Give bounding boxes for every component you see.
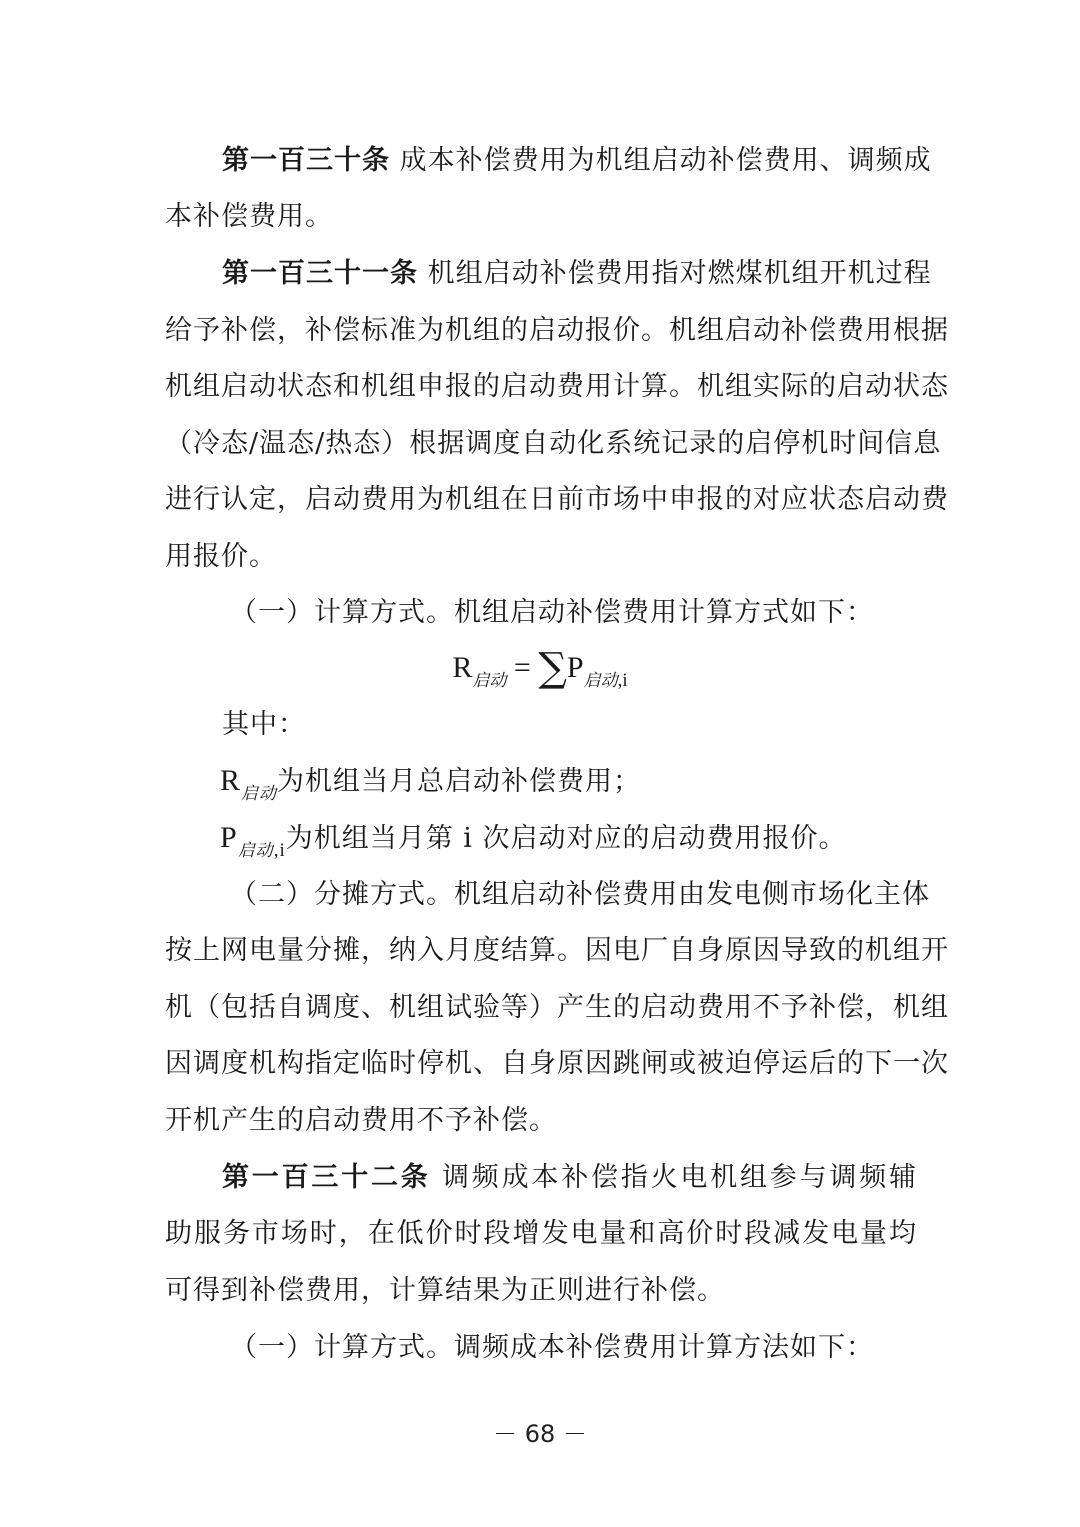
definition-p-text: 为机组当月第 i 次启动对应的启动费用报价。 — [285, 823, 847, 854]
article-131-line-4: （冷态/温态/热态）根据调度自动化系统记录的启停机时间信息 — [165, 428, 942, 459]
allocation-line-4: 因调度机构指定临时停机、自身原因跳闸或被迫停运后的下一次 — [165, 1048, 949, 1079]
definition-p-index: ,i — [273, 840, 286, 861]
article-131-line-2: 给予补偿，补偿标准为机组的启动报价。机组启动补偿费用根据 — [165, 315, 949, 346]
article-132-line-3: 可得到补偿费用，计算结果为正则进行补偿。 — [165, 1275, 725, 1306]
definition-p-subscript: 启动 — [237, 841, 274, 861]
article-132-heading: 第一百三十二条 — [222, 1162, 431, 1193]
article-132-line-2: 助服务市场时，在低价时段增发电量和高价时段减发电量均 — [165, 1218, 917, 1249]
formula-sum-symbol: ∑ — [538, 645, 567, 691]
definition-p — [220, 818, 920, 861]
article-131-line-5: 进行认定，启动费用为机组在日前市场中申报的对应状态启动费 — [165, 484, 949, 515]
page-number: － 68 － — [493, 1420, 587, 1448]
allocation-line-5: 开机产生的启动费用不予补偿。 — [165, 1105, 557, 1136]
article-130-line-2: 本补偿费用。 — [165, 201, 333, 232]
definition-r — [220, 761, 920, 804]
definition-r-symbol: R — [220, 764, 242, 797]
article-131-text-1: 机组启动补偿费用指对燃煤机组开机过程 — [427, 258, 932, 289]
allocation-line-2: 按上网电量分摊，纳入月度结算。因电厂自身原因导致的机组开 — [165, 935, 949, 966]
definition-r-text: 为机组当月总启动补偿费用； — [277, 766, 642, 797]
allocation-line-3: 机（包括自调度、机组试验等）产生的启动费用不予补偿，机组 — [165, 992, 949, 1023]
article-130-heading: 第一百三十条 — [222, 145, 390, 176]
formula-rhs-subscript: 启动 — [583, 671, 618, 691]
article-131-calc-method: （一）计算方式。机组启动补偿费用计算方式如下： — [230, 597, 874, 628]
article-132-calc-method: （一）计算方式。调频成本补偿费用计算方法如下： — [230, 1332, 874, 1363]
article-130-text-1: 成本补偿费用为机组启动补偿费用、调频成 — [399, 145, 932, 176]
article-131-heading: 第一百三十一条 — [222, 258, 418, 289]
article-131-line-1 — [222, 254, 932, 294]
article-132-line-1 — [222, 1158, 917, 1198]
formula-rhs: P — [566, 651, 584, 684]
article-132-text-1: 调频成本补偿指火电机组参与调频辅 — [442, 1162, 918, 1193]
formula-lhs: R — [452, 651, 473, 684]
article-130-line-1 — [222, 141, 932, 181]
definition-r-subscript: 启动 — [241, 784, 278, 804]
definition-p-symbol: P — [220, 821, 238, 854]
article-131-line-6: 用报价。 — [165, 541, 277, 572]
formula-rhs-index: ,i — [617, 670, 628, 691]
article-131-line-3: 机组启动状态和机组申报的启动费用计算。机组实际的启动状态 — [165, 371, 949, 402]
formula-lhs-subscript: 启动 — [472, 671, 507, 691]
formula-equals: = — [513, 651, 531, 684]
allocation-line-1: （二）分摊方式。机组启动补偿费用由发电侧市场化主体 — [230, 879, 930, 910]
startup-compensation-formula — [0, 645, 1080, 701]
where-label: 其中： — [222, 709, 306, 740]
